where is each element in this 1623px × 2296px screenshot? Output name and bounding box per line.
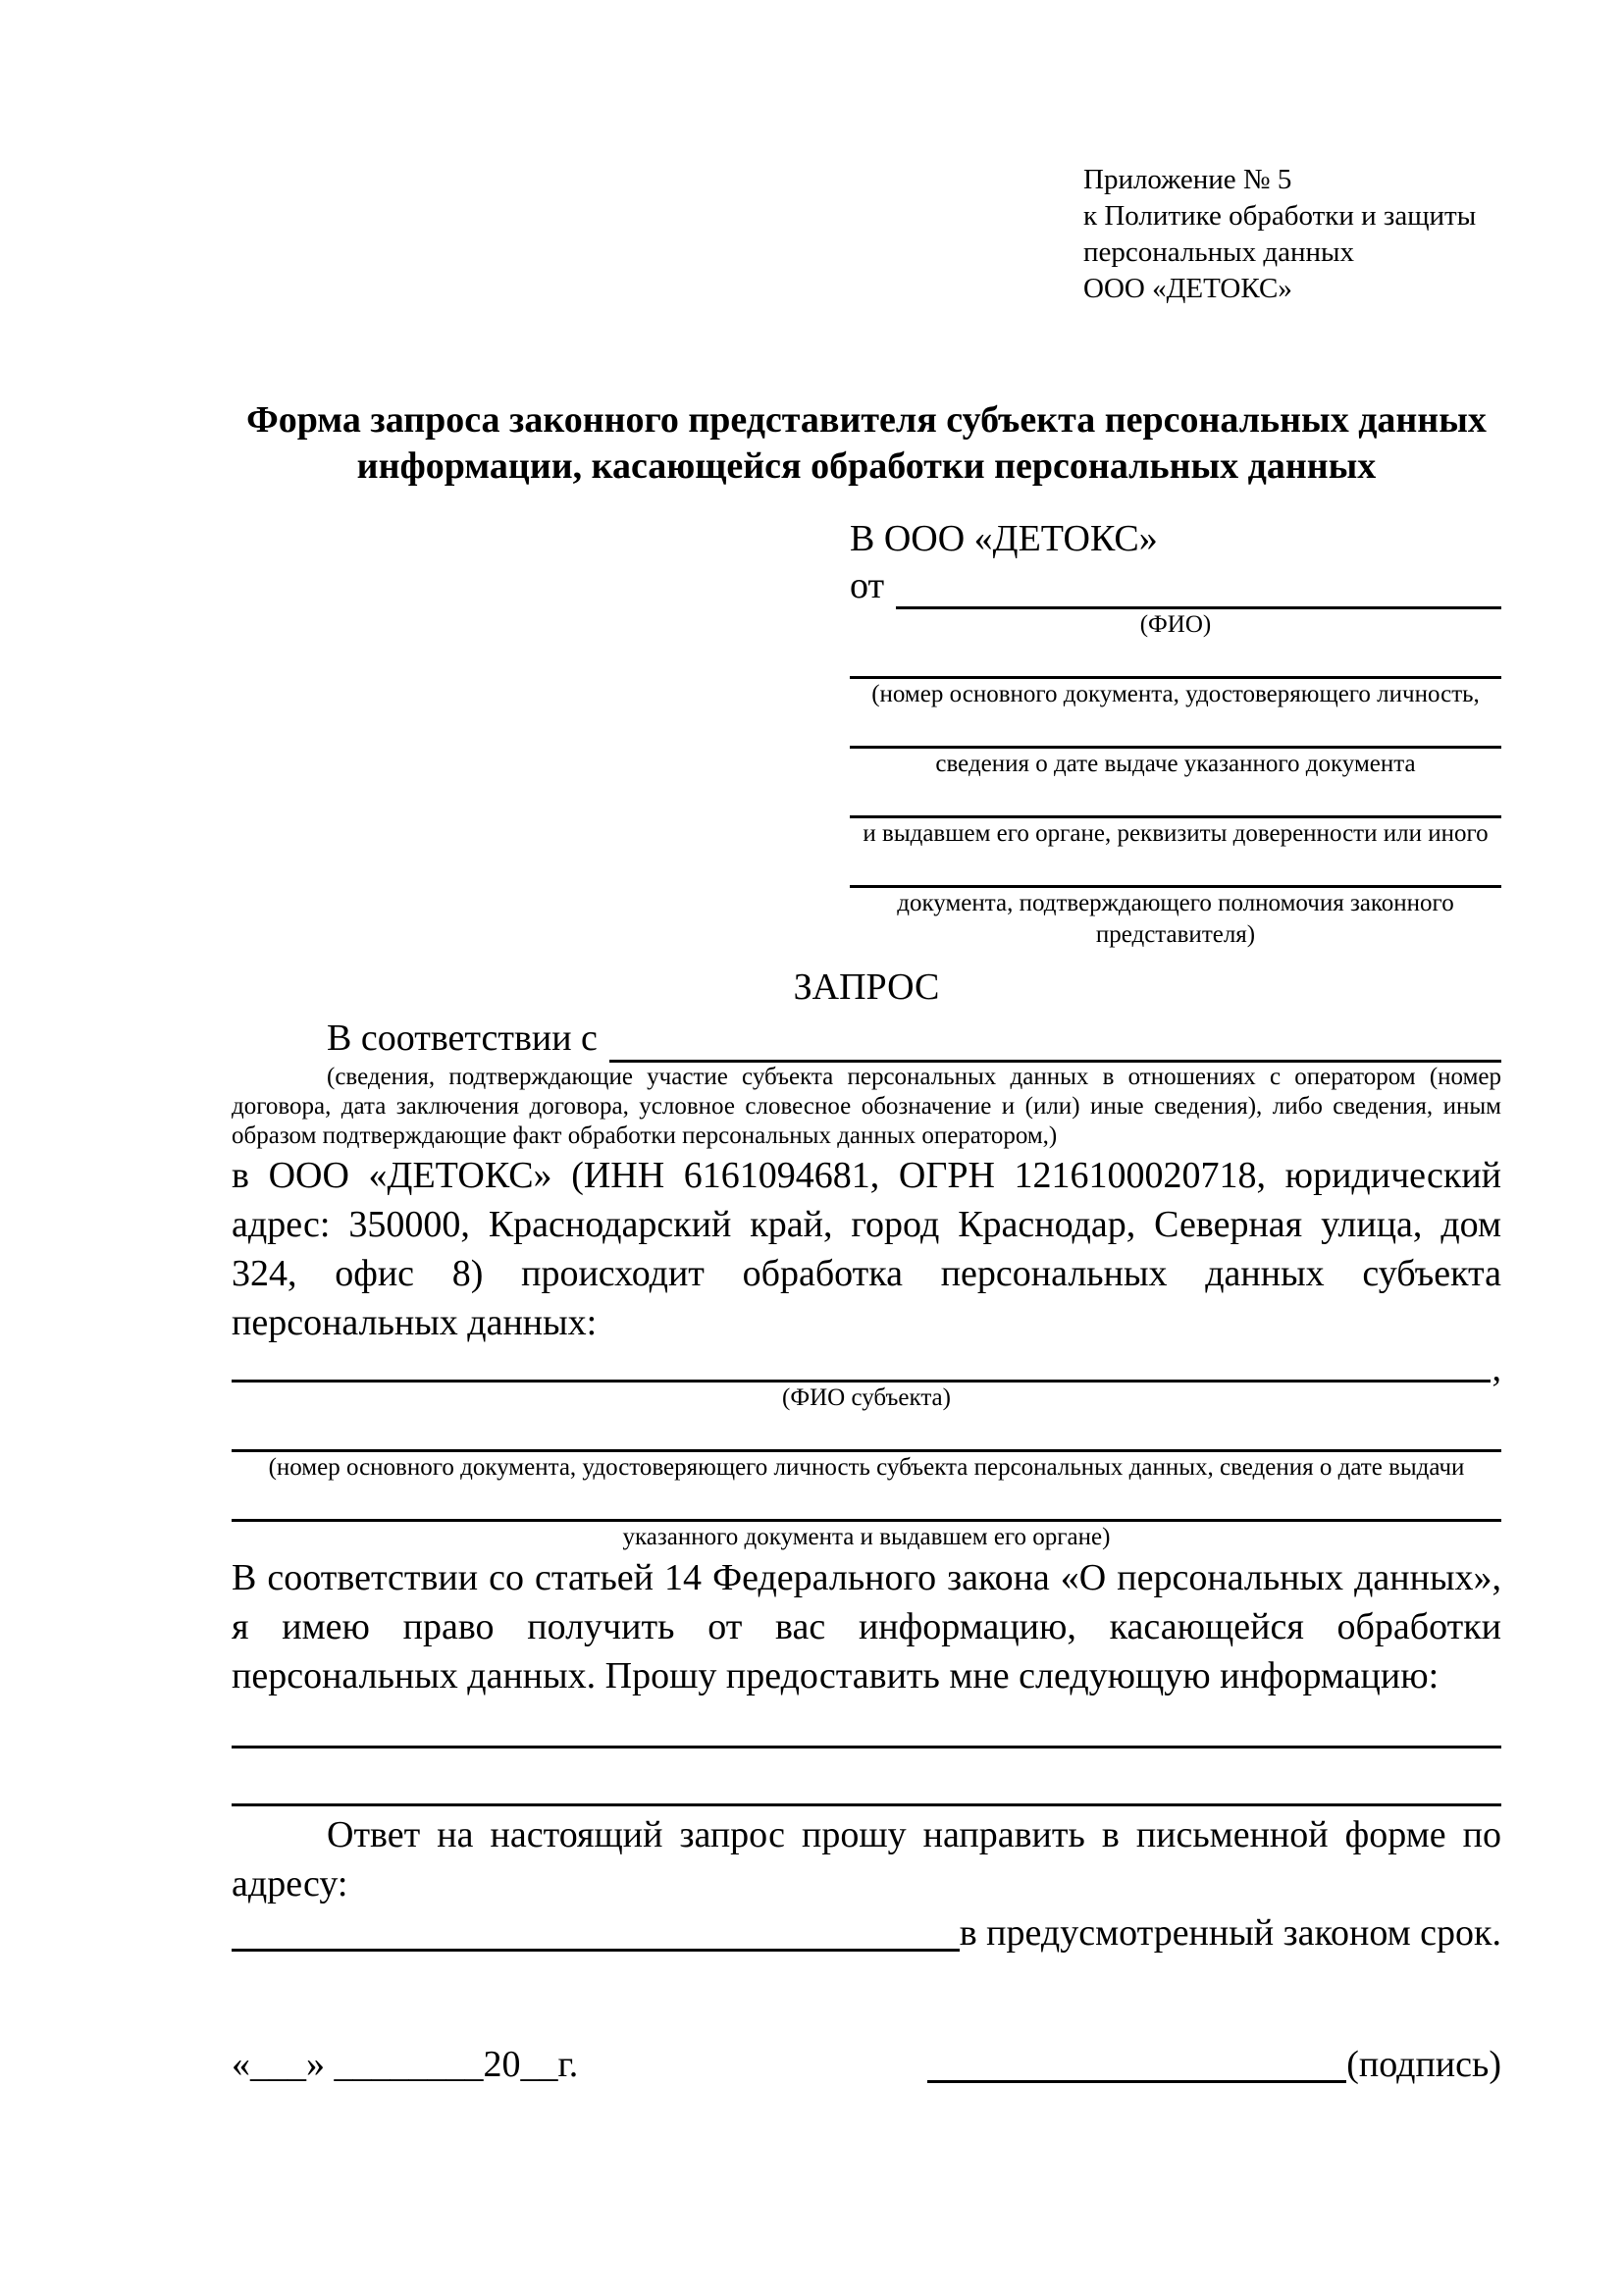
accordance-blank-line: [609, 1014, 1501, 1063]
form-title: Форма запроса законного представителя субъекта персональных данных информации, касающейся обработки персональных данных: [246, 399, 1487, 487]
appendix-note: [1083, 162, 1501, 307]
accordance-row: [232, 1014, 1501, 1063]
doc-blank-line-2: [850, 710, 1501, 749]
reply-deadline-text: в предусмотренный законом срок.: [959, 1912, 1501, 1954]
addressee-block: [850, 515, 1501, 951]
accordance-label: В соответствии с: [327, 1018, 598, 1059]
doc-caption-1: (номер основного документа, удостоверяющего личность,: [871, 681, 1480, 707]
from-label: от: [850, 565, 885, 606]
appendix-note-line-1: Приложение № 5: [1083, 164, 1292, 195]
info-blank-line-1: [232, 1746, 1501, 1748]
signature-group: [927, 2040, 1501, 2089]
address-blank-line: [232, 1908, 960, 1952]
subject-doc-blank-line-1: [232, 1414, 1501, 1452]
signature-blank-line: [927, 2080, 1346, 2083]
subject-doc-caption-1: (номер основного документа, удостоверяющего личность субъекта персональных данных, сведения о дате выдачи: [268, 1454, 1465, 1481]
addressee-org: В ООО «ДЕТОКС»: [850, 518, 1158, 559]
subject-fio-comma: ,: [1492, 1348, 1501, 1389]
doc-blank-line-3: [850, 780, 1501, 818]
operator-paragraph: в ООО «ДЕТОКС» (ИНН 6161094681, ОГРН 1216100020718, юридический адрес: 350000, Краснодарский край, город Краснодар, Северная улица, дом 324, офис 8) происходит обработка персональных данных субъекта персональных данных:: [232, 1155, 1501, 1343]
doc-blank-line-1: [850, 641, 1501, 679]
fio-caption: (ФИО): [1139, 611, 1212, 638]
fio-blank-line: [896, 562, 1501, 609]
reply-address-row: [232, 1908, 1501, 1957]
subject-fio-blank-line: [232, 1347, 1491, 1383]
doc-caption-3: и выдавшем его органе, реквизиты доверенности или иного: [863, 820, 1489, 847]
appendix-note-line-2: к Политике обработки и защиты: [1083, 200, 1477, 232]
doc-blank-line-4: [850, 850, 1501, 888]
subject-fio-caption: (ФИО субъекта): [782, 1384, 951, 1411]
appendix-note-line-4: ООО «ДЕТОКС»: [1083, 273, 1292, 304]
request-heading: ЗАПРОС: [793, 966, 940, 1008]
doc-caption-4: документа, подтверждающего полномочия законного представителя): [897, 890, 1454, 948]
from-row: [850, 562, 1501, 609]
law-paragraph: В соответствии со статьей 14 Федерального закона «О персональных данных», я имею право получить от вас информацию, касающейся обработки персональных данных. Прошу предоставить мне следующую информацию:: [232, 1557, 1501, 1696]
fine-print-note: (сведения, подтверждающие участие субъекта персональных данных в отношениях с оператором (номер договора, дата заключения договора, условное словесное обозначение и (или) иные сведения), либо сведения, иным образом подтверждающие факт обработки персональных данных оператором,): [232, 1064, 1501, 1149]
reply-paragraph: Ответ на настоящий запрос прошу направить в письменной форме по адресу:: [232, 1814, 1501, 1905]
subject-doc-blank-line-2: [232, 1484, 1501, 1522]
appendix-note-line-3: персональных данных: [1083, 236, 1355, 268]
signature-caption: (подпись): [1346, 2044, 1501, 2085]
subject-doc-caption-2: указанного документа и выдавшем его органе): [622, 1524, 1111, 1550]
date-signature-row: [232, 2040, 1501, 2089]
info-blank-line-2: [232, 1803, 1501, 1806]
subject-fio-row: [232, 1347, 1501, 1389]
doc-caption-2: сведения о дате выдаче указанного документа: [935, 751, 1416, 777]
date-blank-line: «___» ________20__г.: [232, 2044, 579, 2085]
